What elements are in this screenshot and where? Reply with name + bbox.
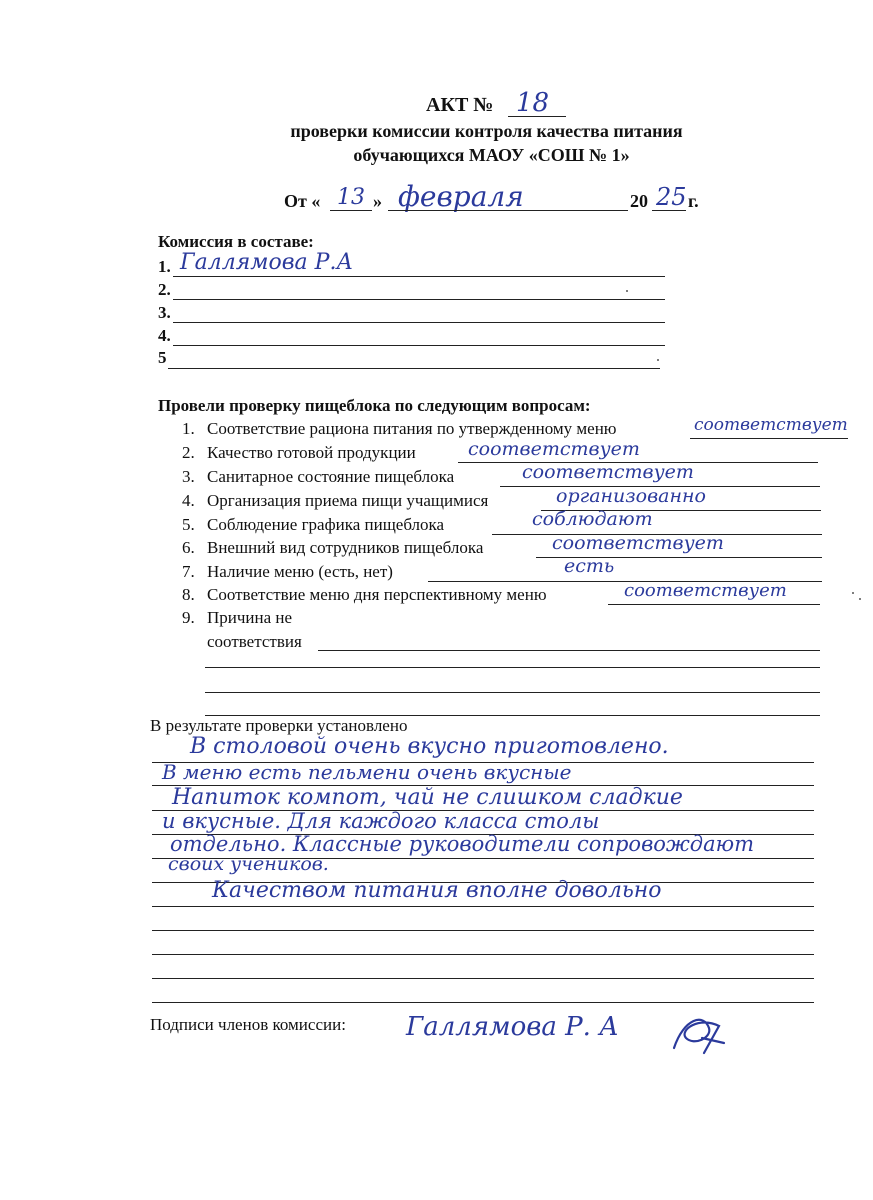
result-ruled-line: [152, 930, 814, 931]
inspection-item-answer: есть: [564, 555, 615, 577]
reason-line: [318, 650, 820, 651]
member-number: 3.: [158, 303, 171, 322]
inspection-answer-line: [608, 604, 820, 605]
result-line: и вкусные. Для каждого класса столы: [162, 809, 600, 833]
subtitle-line-1: проверки комиссии контроля качества питания: [290, 121, 683, 141]
inspection-item-number: 4.: [182, 491, 195, 510]
inspection-item-label: Организация приема пищи учащимися: [207, 491, 489, 510]
inspection-item-answer: соответствует: [624, 580, 787, 601]
result-line: отдельно. Классные руководители сопровождают: [170, 832, 755, 856]
member-line: [173, 345, 665, 346]
result-line: Качеством питания вполне довольно: [212, 878, 662, 903]
signature-scribble: [664, 1008, 734, 1058]
result-heading: В результате проверки установлено: [150, 716, 408, 735]
inspection-item-label: Санитарное состояние пищеблока: [207, 467, 455, 486]
inspection-item-number: 6.: [182, 538, 195, 557]
inspection-item-answer: соответствует: [552, 532, 724, 554]
reason-label-line-2: соответствия: [207, 632, 302, 651]
act-number: [516, 88, 549, 118]
reason-label-line-1: Причина не: [207, 608, 293, 627]
member-number: 2.: [158, 280, 171, 299]
result-ruled-line: [152, 906, 814, 907]
inspection-heading: Провели проверку пищеблока по следующим вопросам:: [158, 396, 591, 415]
date-close-quote: »: [373, 191, 382, 211]
inspection-item-label: Соответствие рациона питания по утвержденному меню: [207, 419, 617, 438]
inspection-item-answer: соответствует: [694, 415, 848, 435]
inspection-item-answer: соблюдают: [532, 508, 653, 530]
reason-line: [205, 692, 820, 693]
result-ruled-line: [152, 978, 814, 979]
inspection-item-number: 5.: [182, 515, 195, 534]
scan-speck: [626, 290, 628, 292]
inspection-item-label: Внешний вид сотрудников пищеблока: [207, 538, 484, 557]
scan-speck: [657, 359, 659, 361]
scan-speck: [859, 598, 861, 600]
result-ruled-line: [152, 954, 814, 955]
inspection-item-number: 9.: [182, 608, 195, 627]
result-ruled-line: [152, 1002, 814, 1003]
date-year-suffix: 25: [656, 183, 687, 211]
subtitle-line-2: обучающихся МАОУ «СОШ № 1»: [353, 145, 630, 165]
inspection-item-answer: организованно: [556, 485, 706, 507]
result-line: Напиток компот, чай не слишком сладкие: [172, 785, 683, 810]
result-line: В столовой очень вкусно приготовлено.: [190, 734, 669, 759]
inspection-item-answer: соответствует: [522, 461, 694, 483]
act-number-value: 18: [516, 88, 550, 118]
act-number-underline: [508, 116, 566, 117]
scan-speck: [852, 592, 854, 594]
date-year-end: г.: [688, 191, 699, 211]
member-line: [173, 276, 665, 277]
date-month: февраля: [398, 180, 524, 213]
date-year-prefix: 20: [630, 191, 648, 211]
act-title: [426, 94, 493, 117]
inspection-item-label: Соответствие меню дня перспективному меню: [207, 585, 547, 604]
inspection-item-label: Соблюдение графика пищеблока: [207, 515, 445, 534]
date-prefix: От «: [284, 191, 321, 211]
reason-line: [205, 667, 820, 668]
date-day: 13: [337, 185, 365, 210]
member-number: 4.: [158, 326, 171, 345]
inspection-item-number: 3.: [182, 467, 195, 486]
date-month-underline: [388, 210, 628, 211]
member-line: [168, 368, 660, 369]
result-line: В меню есть пельмени очень вкусные: [162, 760, 572, 784]
signatures-label: Подписи членов комиссии:: [150, 1015, 346, 1034]
result-line: своих учеников.: [168, 853, 329, 875]
inspection-item-number: 1.: [182, 419, 195, 438]
inspection-item-number: 8.: [182, 585, 195, 604]
date-day-underline: [330, 210, 372, 211]
signatures-value: Галлямова Р. А: [406, 1012, 619, 1042]
commission-heading: Комиссия в составе:: [158, 232, 314, 251]
inspection-item-number: 2.: [182, 443, 195, 462]
member-name: Галлямова Р.А: [180, 250, 354, 275]
act-title-prefix: АКТ №: [426, 94, 494, 116]
date-year-underline: [652, 210, 686, 211]
inspection-answer-line: [690, 438, 848, 439]
inspection-item-label: Наличие меню (есть, нет): [207, 562, 393, 581]
inspection-item-label: Качество готовой продукции: [207, 443, 416, 462]
member-number: 1.: [158, 257, 171, 276]
member-number: 5: [158, 348, 167, 367]
inspection-item-answer: соответствует: [468, 438, 640, 460]
inspection-item-number: 7.: [182, 562, 195, 581]
member-line: [173, 322, 665, 323]
member-line: [173, 299, 665, 300]
